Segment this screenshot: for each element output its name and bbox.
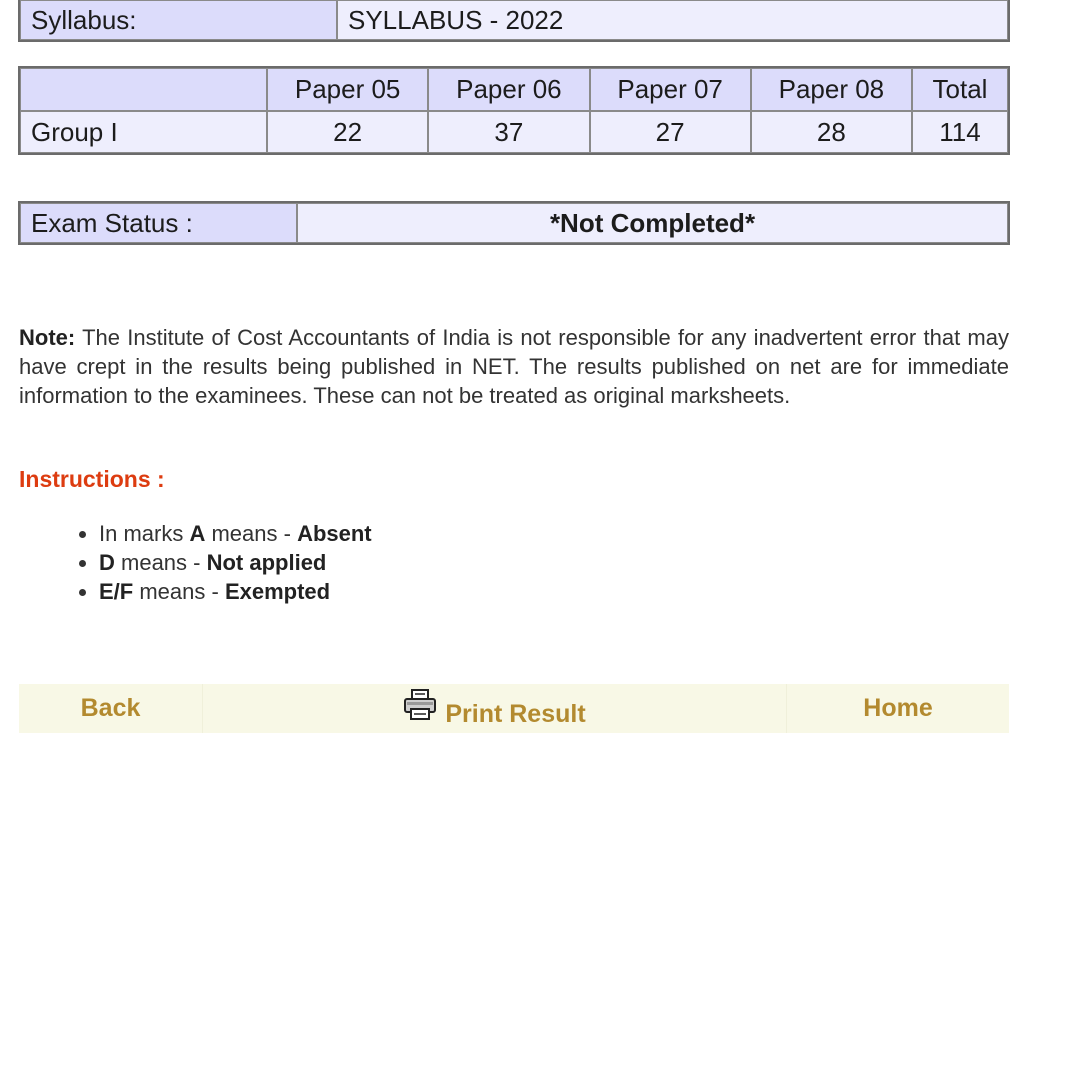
header-total: Total <box>912 68 1008 111</box>
instruction-meaning: Exempted <box>224 579 331 604</box>
instructions-title: Instructions : <box>19 466 165 492</box>
syllabus-row <box>20 0 1008 40</box>
header-paper-06: Paper 06 <box>428 68 589 111</box>
marks-header-row <box>20 68 1008 111</box>
exam-status-value: *Not Completed* <box>297 203 1008 243</box>
instruction-text: means - <box>133 579 225 604</box>
group-label: Group I <box>20 111 267 153</box>
syllabus-table <box>18 0 1010 42</box>
marks-table <box>18 66 1010 155</box>
list-item <box>99 577 372 606</box>
instruction-meaning: Not applied <box>206 550 327 575</box>
instruction-code: E/F <box>99 579 134 604</box>
instruction-text: means - <box>114 550 207 575</box>
header-paper-07: Paper 07 <box>590 68 751 111</box>
exam-status-row <box>20 203 1008 243</box>
syllabus-label: Syllabus: <box>20 0 337 40</box>
print-result-link[interactable] <box>203 684 787 733</box>
mark-paper-05: 22 <box>267 111 428 153</box>
list-item <box>99 519 372 548</box>
instruction-text: means - <box>205 521 298 546</box>
marks-header-blank <box>20 68 267 111</box>
print-result-label[interactable]: Print Result <box>445 700 586 728</box>
note-label: Note: <box>19 325 76 350</box>
instructions-list <box>59 519 372 606</box>
mark-paper-07: 27 <box>590 111 751 153</box>
list-item <box>99 548 372 577</box>
exam-status-label: Exam Status : <box>20 203 297 243</box>
header-paper-08: Paper 08 <box>751 68 912 111</box>
exam-status-table <box>18 201 1010 245</box>
disclaimer-note <box>19 323 1009 410</box>
instruction-code: D <box>99 550 115 575</box>
back-link[interactable]: Back <box>19 684 203 733</box>
mark-total: 114 <box>912 111 1008 153</box>
mark-paper-06: 37 <box>428 111 589 153</box>
instruction-text: In marks <box>99 521 190 546</box>
instruction-code: A <box>189 521 206 546</box>
printer-icon[interactable] <box>403 689 437 721</box>
note-text: The Institute of Cost Accountants of India is not responsible for any inadvertent error that may have crept in the results being published in NET. The results published on net are for immediate information to the examinees. These can not be treated as original marksheets. <box>19 325 1009 408</box>
instruction-meaning: Absent <box>297 521 372 546</box>
home-link[interactable]: Home <box>863 694 933 722</box>
mark-paper-08: 28 <box>751 111 912 153</box>
bottom-nav <box>19 684 1009 733</box>
header-paper-05: Paper 05 <box>267 68 428 111</box>
table-row <box>20 111 1008 153</box>
syllabus-value: SYLLABUS - 2022 <box>337 0 1008 40</box>
